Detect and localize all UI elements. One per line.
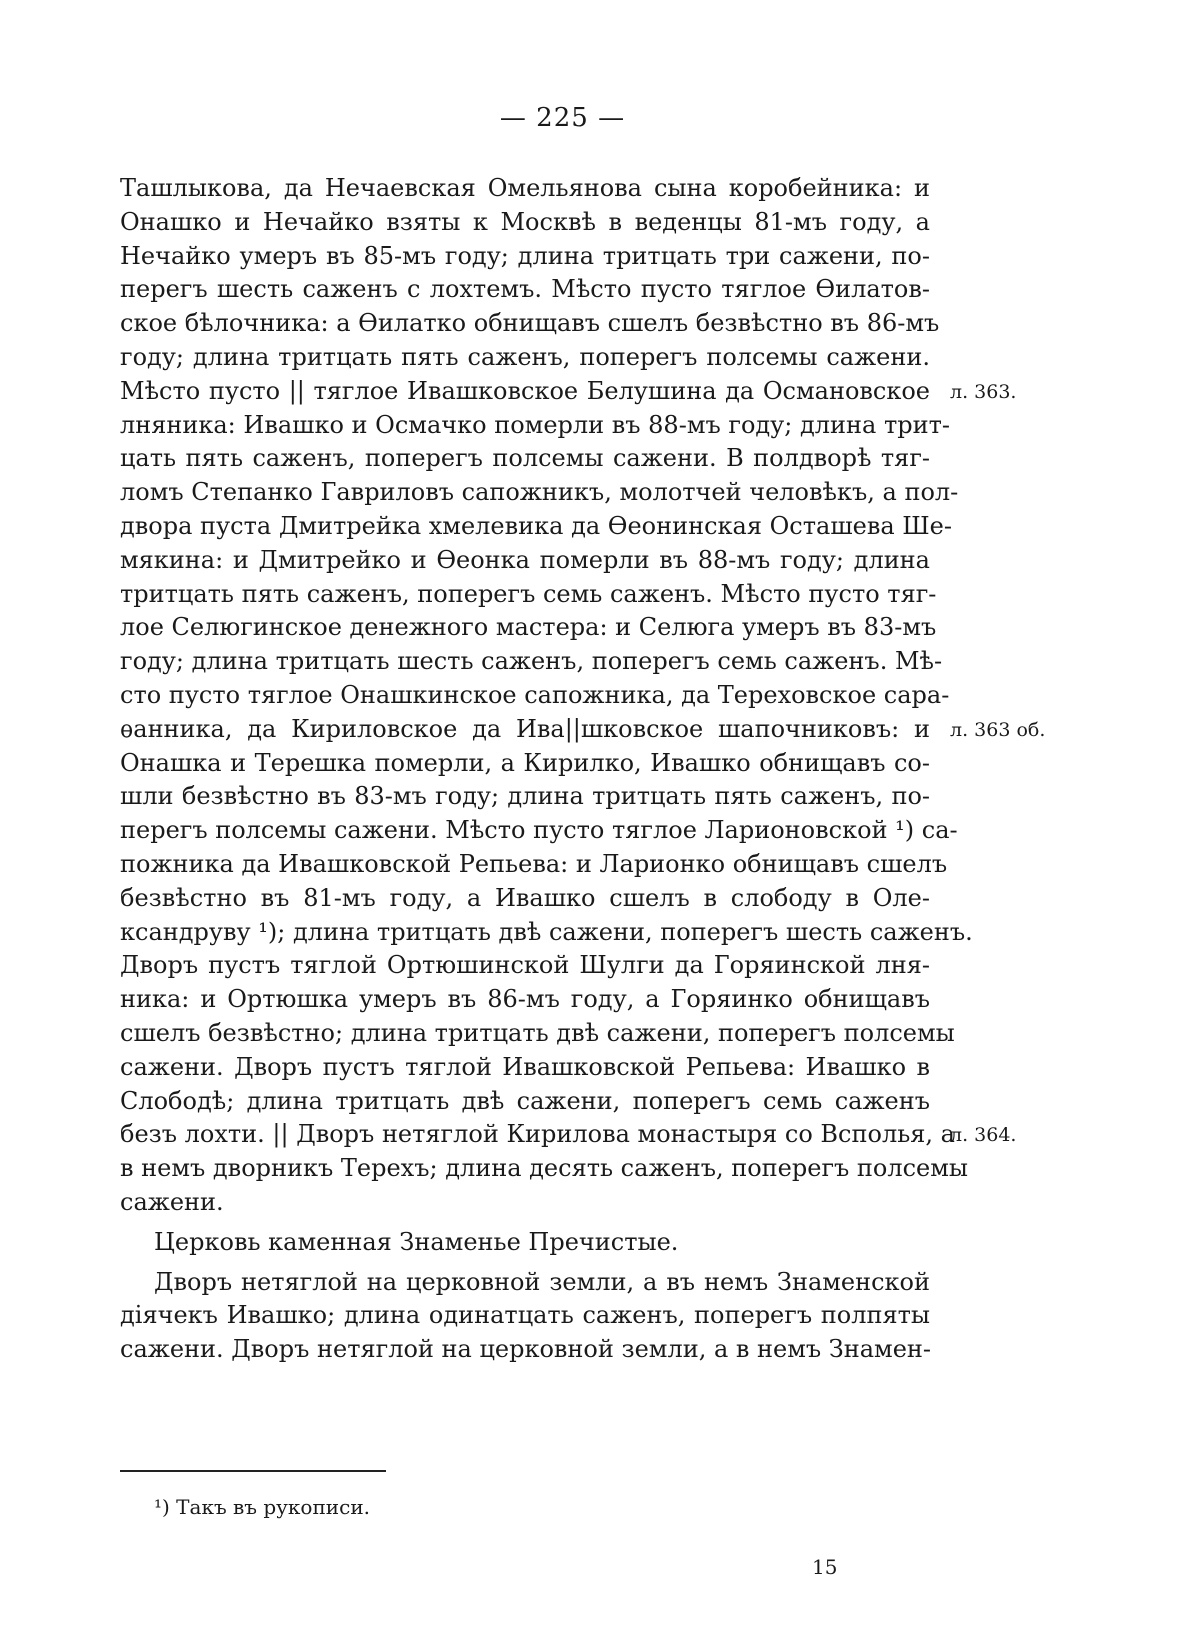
page-number: — 225 —: [499, 103, 626, 133]
text-line: тритцать пять саженъ, поперегъ семь саженъ. Мѣсто пусто тяг-: [120, 579, 937, 608]
text-line: діячекъ Ивашко; длина одинатцать саженъ, поперегъ полпяты: [120, 1301, 930, 1330]
text-line: Дворъ пустъ тяглой Ортюшинской Шулги да Горяинской лня-: [120, 951, 930, 980]
text-line: ломъ Степанко Гавриловъ сапожникъ, молотчей человѣкъ, а пол-: [120, 478, 959, 507]
text-line: сто пусто тяглое Онашкинское сапожника, да Тереховское сара-: [120, 680, 950, 709]
margin-note-folio: л. 363.: [950, 380, 1017, 403]
text-line: ника: и Ортюшка умеръ въ 86-мъ году, а Горяинко обнищавъ: [120, 985, 930, 1014]
text-line: лняника: Ивашко и Осмачко померли въ 88-мъ году; длина трит-: [120, 410, 950, 439]
text-line: перегъ шесть саженъ с лохтемъ. Мѣсто пусто тяглое Ѳилатов-: [120, 275, 930, 304]
text-line: Ташлыкова, да Нечаевская Омельянова сына коробейника: и: [120, 174, 930, 202]
text-line: в немъ дворникъ Терехъ; длина десять саженъ, поперегъ полсемы: [120, 1154, 969, 1183]
text-line: лое Селюгинское денежного мастера: и Селюга умеръ въ 83-мъ: [120, 613, 937, 642]
text-line: Дворъ нетяглой на церковной земли, а въ немъ Знаменской: [154, 1267, 930, 1296]
text-line: Мѣсто пусто || тяглое Ивашковское Белушина да Османовское: [120, 376, 930, 405]
text-line: двора пуста Дмитрейка хмелевика да Ѳеонинская Осташева Ше-: [120, 511, 952, 540]
text-line: ское бѣлочника: а Ѳилатко обнищавъ сшелъ безвѣстно въ 86-мъ: [120, 309, 940, 338]
text-line: перегъ полсемы сажени. Мѣсто пусто тяглое Ларионовской ¹) са-: [120, 816, 958, 845]
text-line: году; длина тритцать шесть саженъ, поперегъ семь саженъ. Мѣ-: [120, 647, 943, 676]
footnote: ¹) Такъ въ рукописи.: [154, 1495, 371, 1519]
main-text: [120, 172, 973, 1367]
text-line: безвѣстно въ 81-мъ году, а Ивашко сшелъ в слободу в Оле-: [120, 883, 930, 912]
text-line: шли безвѣстно въ 83-мъ году; длина тритцать пять саженъ, по-: [120, 782, 930, 811]
footnote-divider: [120, 1470, 386, 1472]
text-line: Онашка и Терешка померли, а Кирилко, Ивашко обнищавъ со-: [120, 748, 930, 777]
text-line: сажени. Дворъ пустъ тяглой Ивашковской Репьева: Ивашко в: [120, 1052, 930, 1081]
text-line: сажени. Дворъ нетяглой на церковной земли, а в немъ Знамен-: [120, 1335, 932, 1364]
text-line: пожника да Ивашковской Репьева: и Ларионко обнищавъ сшелъ: [120, 849, 948, 878]
margin-note-folio: л. 364.: [950, 1124, 1017, 1147]
text-line: безъ лохти. || Дворъ нетяглой Кирилова монастыря со Всполья, а: [120, 1120, 955, 1149]
margin-note-folio: л. 363 об.: [950, 718, 1046, 741]
text-line: Слободѣ; длина тритцать двѣ сажени, поперегъ семь саженъ: [120, 1086, 930, 1115]
text-line: мякина: и Дмитрейко и Ѳеонка померли въ 88-мъ году; длина: [120, 545, 930, 574]
text-line: году; длина тритцать пять саженъ, поперегъ полсемы сажени.: [120, 342, 930, 371]
signature-mark: 15: [812, 1555, 838, 1579]
text-line: ѳанника, да Кириловское да Ива||шковское шапочниковъ: и: [120, 714, 930, 743]
text-line: Нечайко умеръ въ 85-мъ году; длина тритцать три сажени, по-: [120, 241, 930, 270]
text-line: ксандруву ¹); длина тритцать двѣ сажени, поперегъ шесть саженъ.: [120, 917, 973, 946]
text-line: Онашко и Нечайко взяты к Москвѣ в веденцы 81-мъ году, а: [120, 207, 930, 236]
church-heading: Церковь каменная Знаменье Пречистые.: [154, 1227, 679, 1256]
text-line: сшелъ безвѣстно; длина тритцать двѣ сажени, поперегъ полсемы: [120, 1018, 955, 1047]
text-line: цать пять саженъ, поперегъ полсемы сажени. В полдворѣ тяг-: [120, 444, 930, 473]
text-line: сажени.: [120, 1187, 224, 1216]
